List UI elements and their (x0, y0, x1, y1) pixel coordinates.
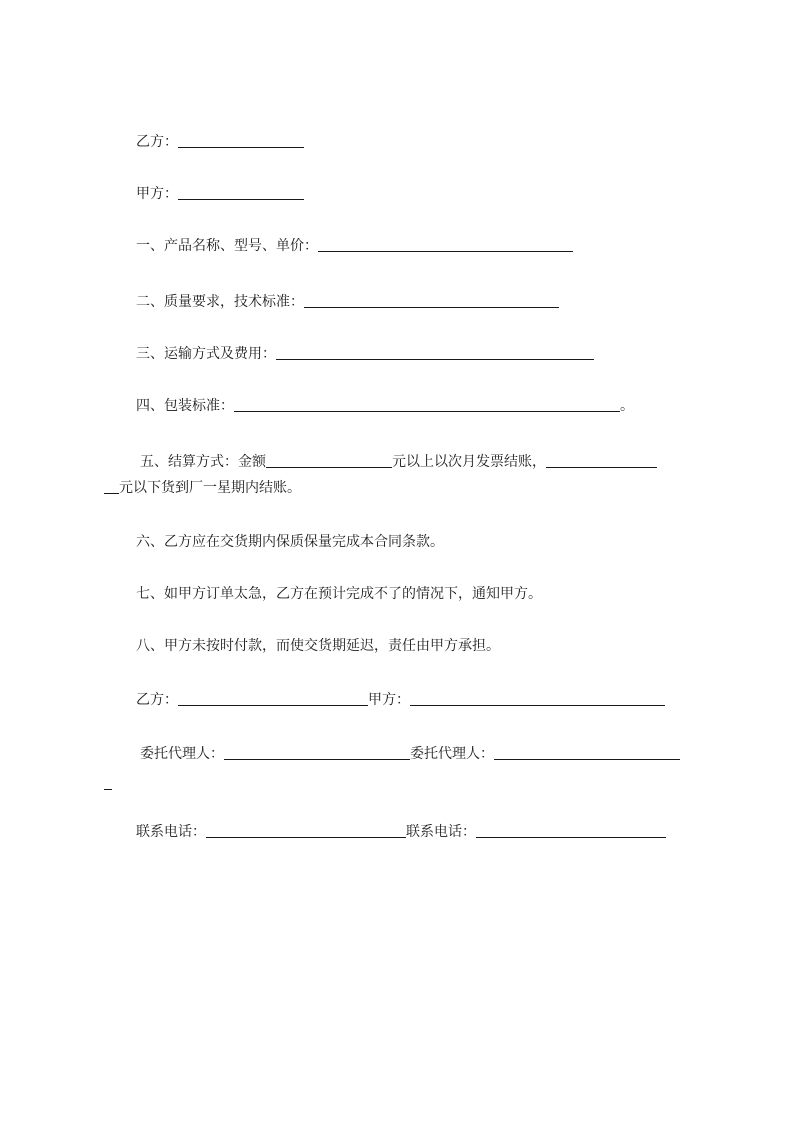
party-a-blank[interactable] (178, 198, 304, 200)
packaging-blank[interactable] (234, 410, 620, 412)
header-party-a-line (136, 184, 304, 204)
agent-blank-1[interactable] (224, 758, 410, 760)
agent-label-1: 委托代理人： (140, 746, 224, 762)
clause-4-end: 。 (620, 398, 634, 414)
clause-5-label: 五、结算方式：金额 (140, 454, 266, 470)
header-party-b-line (136, 132, 304, 152)
transport-blank[interactable] (276, 358, 594, 360)
clause-2-label: 二、质量要求，技术标准： (136, 294, 304, 310)
signature-party-b-label: 乙方： (136, 692, 178, 708)
clause-5-tail: 元以下货到厂一星期内结账。 (119, 480, 301, 496)
clause-8-line (136, 636, 500, 656)
clause-4-label: 四、包装标准： (136, 398, 234, 414)
agent-label-2: 委托代理人： (410, 746, 494, 762)
clause-3-label: 三、运输方式及费用： (136, 346, 276, 362)
signature-party-line (136, 690, 665, 710)
quality-standard-blank[interactable] (304, 306, 559, 308)
clause-8-text: 八、甲方未按时付款，而使交货期延迟，责任由甲方承担。 (136, 638, 500, 654)
amount-below-blank-1[interactable] (546, 466, 657, 468)
product-info-blank[interactable] (318, 250, 573, 252)
clause-6-text: 六、乙方应在交货期内保质保量完成本合同条款。 (136, 534, 444, 550)
amount-below-blank-2[interactable] (104, 492, 119, 494)
clause-3-line (136, 344, 594, 364)
agent-blank-2[interactable] (494, 758, 680, 760)
clause-5-mid: 元以上以次月发票结账， (392, 454, 546, 470)
clause-7-line (136, 584, 542, 604)
signature-party-a-label: 甲方： (368, 692, 410, 708)
agent-blank-2-overflow[interactable] (104, 788, 112, 790)
signature-party-b-blank[interactable] (178, 704, 368, 706)
clause-5-line-2 (104, 478, 301, 498)
header-party-a-label: 甲方： (136, 186, 178, 202)
phone-label-1: 联系电话： (136, 824, 206, 840)
header-party-b-label: 乙方： (136, 134, 178, 150)
phone-blank-2[interactable] (476, 836, 666, 838)
signature-agent-line (140, 744, 680, 764)
clause-6-line (136, 532, 444, 552)
clause-1-line (136, 236, 573, 256)
clause-7-text: 七、如甲方订单太急，乙方在预计完成不了的情况下，通知甲方。 (136, 586, 542, 602)
party-b-blank[interactable] (178, 146, 304, 148)
signature-phone-line (136, 822, 666, 842)
clause-2-line (136, 292, 559, 312)
clause-1-label: 一、产品名称、型号、单价： (136, 238, 318, 254)
phone-label-2: 联系电话： (406, 824, 476, 840)
amount-blank[interactable] (266, 466, 392, 468)
clause-5-line-1 (140, 452, 657, 472)
signature-agent-line-2 (104, 774, 112, 794)
signature-party-a-blank[interactable] (410, 704, 665, 706)
phone-blank-1[interactable] (206, 836, 406, 838)
clause-4-line (136, 396, 634, 416)
